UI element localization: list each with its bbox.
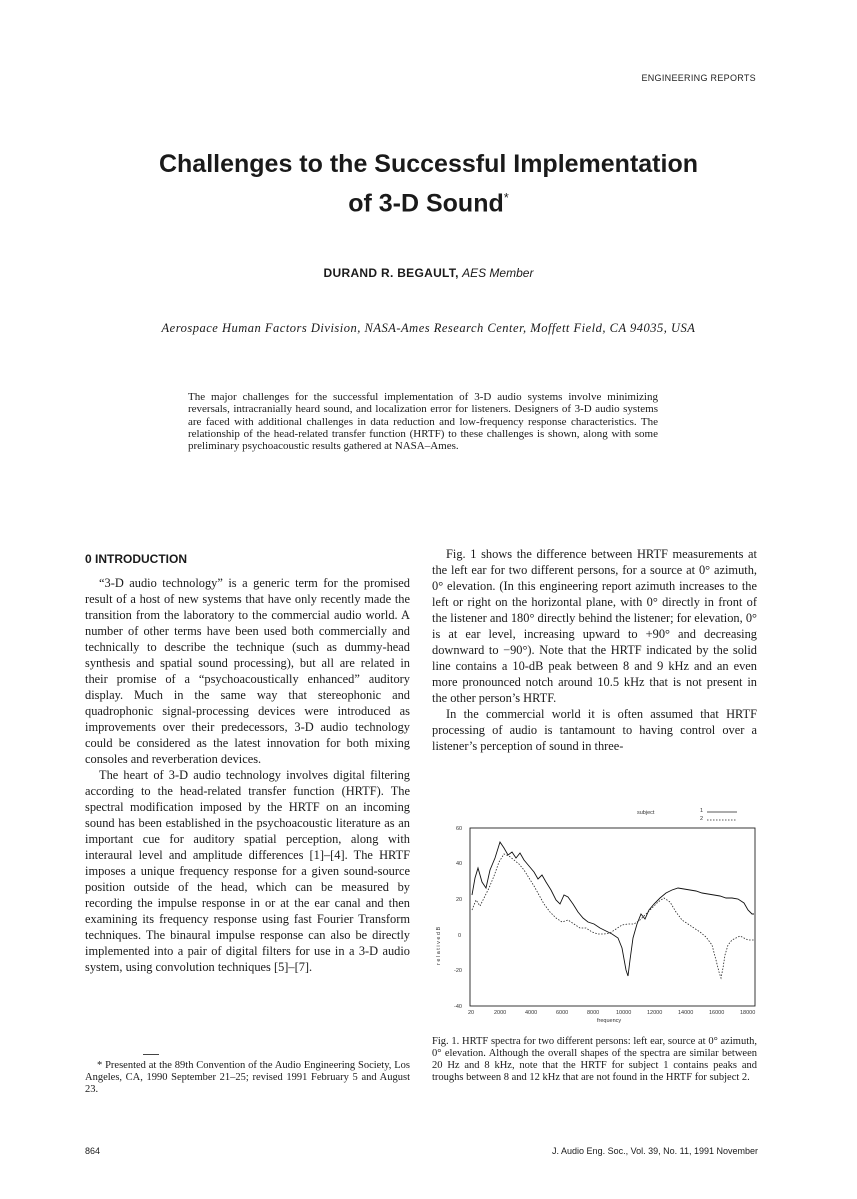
figure-1	[432, 800, 762, 1030]
right-column	[432, 546, 757, 754]
footnote	[85, 1060, 410, 1096]
hrtf-spectra-plot	[432, 800, 762, 1030]
author-name: DURAND R. BEGAULT,	[323, 266, 459, 280]
y-tick: 60	[456, 826, 463, 832]
y-tick: 40	[456, 861, 463, 867]
series-subject-2	[472, 854, 754, 978]
series-subject-1	[472, 842, 754, 976]
section-heading: 0 INTRODUCTION	[85, 552, 187, 566]
x-tick: 4000	[525, 1010, 538, 1016]
y-axis-label: r e l a t i v e d B	[436, 926, 442, 965]
author-membership: AES Member	[462, 266, 534, 280]
footnote-rule	[143, 1054, 159, 1055]
abstract: The major challenges for the successful implementation of 3-D audio systems involve minimizing reversals, intracranially heard sound, and localization error for listeners. Designers of 3-D audio systems are faced with additional challenges in data reduction and low-frequency response characteristics. The relationship of the head-related transfer function (HRTF) to these challenges is shown, along with some preliminary psychoacoustic results gathered at NASA–Ames.	[188, 391, 658, 453]
title-line-2	[60, 181, 797, 220]
caption-text: Fig. 1. HRTF spectra for two different persons: left ear, source at 0° azimuth, 0° elevation. Although the overall shapes of the spectra are similar between 20 Hz and 8 kHz, note that the HRTF for subject 1 contains peaks and troughs between 8 and 12 kHz that are not found in the HRTF for subject 2.	[432, 1036, 757, 1083]
y-tick: 0	[458, 933, 462, 939]
author-line	[60, 266, 797, 280]
paragraph: In the commercial world it is often assumed that HRTF processing of audio is tantamount to having control over a listener’s perception of sound in three-	[432, 707, 757, 753]
paper-title	[60, 148, 797, 220]
x-tick: 8000	[587, 1010, 600, 1016]
legend-title: subject	[637, 810, 655, 816]
figure-caption	[432, 1036, 757, 1084]
paragraph: Fig. 1 shows the difference between HRTF measurements at the left ear for two different persons, for a source at 0° azimuth, 0° elevation. (In this engineering report azimuth increases to the left or right on the horizontal plane, with 0° directly in front of the listener and 180° directly behind the listener; for elevation, 0° is at ear level, increasing upward to +90° and decreasing downward to −90°). Note that the HRTF indicated by the solid line contains a 10-dB peak between 8 and 9 kHz and an even more pronounced notch around 10.5 kHz that is not present in the other person’s HRTF.	[432, 547, 757, 705]
y-tick: 20	[456, 897, 463, 903]
x-ticks	[468, 1010, 755, 1016]
x-axis-label: frequency	[597, 1018, 622, 1024]
x-tick: 10000	[616, 1010, 632, 1016]
left-column	[85, 575, 410, 975]
x-tick: 6000	[556, 1010, 569, 1016]
paragraph: “3-D audio technology” is a generic term for the promised result of a host of new systems that have only recently made the transition from the laboratory to the commercial audio world. A number of other terms have been used both commercially and technically to describe the technique (such as dummy-head synthesis and spatial sound processing), but all are related in their promise of a “psychoacoustically enhanced” auditory display. Much in the same way that stereophonic and quadrophonic signal-processing devices were introduced as improvements over their predecessors, 3-D audio technology could be considered as the latest innovation for both mixing consoles and reverberation devices.	[85, 576, 410, 766]
x-tick: 16000	[709, 1010, 725, 1016]
paragraph: The heart of 3-D audio technology involves digital filtering according to the head-related transfer function (HRTF). The spectral modification imposed by the HRTF on an incoming sound has been established in the psychoacoustic literature as an important cue for auditory spatial perception, along with interaural level and amplitude differences [1]–[4]. The HRTF imposes a unique frequency response for a given sound-source position outside of the head, which can be measured by recording the impulse response in or at the ear canal and then examining its frequency response using fast Fourier Transform techniques. The binaural impulse response can also be directly implemented into a pair of digital filters for use in a 3-D audio system, using convolution techniques [5]–[7].	[85, 768, 410, 974]
legend-entry-1: 1	[700, 808, 704, 814]
footnote-text: * Presented at the 89th Convention of the Audio Engineering Society, Los Angeles, CA, 1990 September 21–25; revised 1991 February 5 and August 23.	[85, 1060, 410, 1095]
x-tick: 12000	[647, 1010, 663, 1016]
x-tick: 18000	[740, 1010, 756, 1016]
page-number: 864	[85, 1146, 101, 1156]
x-tick: 20	[468, 1010, 475, 1016]
author-affiliation: Aerospace Human Factors Division, NASA-Ames Research Center, Moffett Field, CA 94035, USA	[161, 321, 696, 335]
legend-entry-2: 2	[700, 816, 704, 822]
title-line-1: Challenges to the Successful Implementation	[158, 150, 698, 178]
x-tick: 2000	[494, 1010, 507, 1016]
title-line-2-text: of 3-D Sound	[348, 189, 504, 218]
x-tick: 14000	[678, 1010, 694, 1016]
y-tick: -20	[454, 968, 462, 974]
running-head: ENGINEERING REPORTS	[641, 73, 756, 83]
y-ticks	[454, 826, 462, 1010]
y-tick: -40	[454, 1004, 462, 1010]
title-footnote-mark: *	[503, 190, 509, 205]
plot-frame	[470, 828, 755, 1006]
journal-citation: J. Audio Eng. Soc., Vol. 39, No. 11, 1991 November	[552, 1146, 758, 1156]
